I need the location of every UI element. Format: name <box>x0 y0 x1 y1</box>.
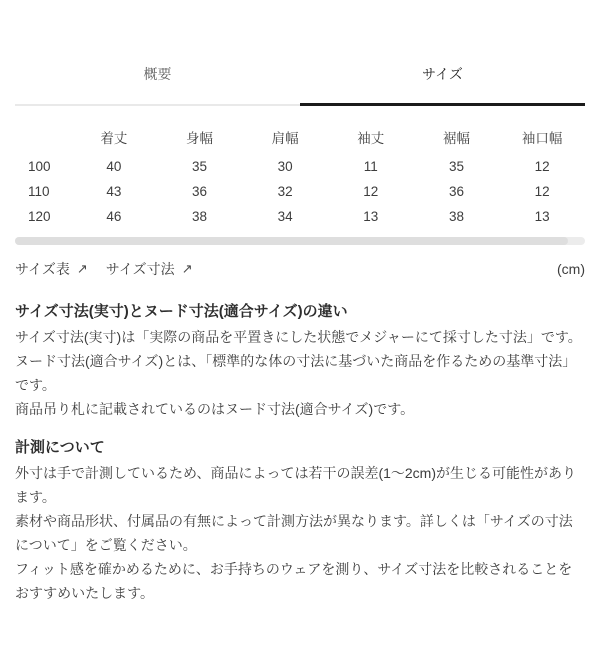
col-header-body-length: 着丈 <box>100 131 128 146</box>
cell: 36 <box>191 184 207 199</box>
cell: 38 <box>448 209 464 224</box>
cell: 40 <box>106 159 122 174</box>
tab-size[interactable] <box>300 64 585 106</box>
cell: 12 <box>534 159 550 174</box>
cell: 43 <box>106 184 122 199</box>
section-paragraph: サイズ寸法(実寸)は「実際の商品を平置きにした状態でメジャーにて採寸した寸法」です。 <box>15 329 582 345</box>
cell: 12 <box>363 184 379 199</box>
row-label: 110 <box>28 184 50 199</box>
size-chart-link[interactable] <box>15 259 88 279</box>
table-row-size-110 <box>15 179 585 204</box>
table-row-size-100 <box>15 154 585 179</box>
col-header-body-width: 身幅 <box>185 131 213 146</box>
cell: 46 <box>106 209 122 224</box>
size-info-panel <box>0 64 600 605</box>
tab-overview-label: 概要 <box>143 66 172 82</box>
col-header-cuff-width: 袖口幅 <box>521 131 563 146</box>
col-header-sleeve-length: 袖丈 <box>357 131 385 146</box>
table-horizontal-scrollbar[interactable] <box>15 237 585 245</box>
links-row <box>15 259 585 279</box>
section-size-vs-nude <box>15 301 585 421</box>
col-header-shoulder-width: 肩幅 <box>271 131 299 146</box>
section-paragraph: 外寸は手で計測しているため、商品によっては若干の誤差(1〜2cm)が生じる可能性があります。 <box>15 465 576 505</box>
col-header-size <box>15 127 71 154</box>
cell: 12 <box>534 184 550 199</box>
cell: 34 <box>277 209 293 224</box>
size-table-header-row <box>15 127 585 154</box>
section-paragraph: 素材や商品形状、付属品の有無によって計測方法が異なります。詳しくは「サイズの寸法について」をご覧ください。 <box>15 513 573 553</box>
section-paragraph: ヌード寸法(適合サイズ)とは、「標準的な体の寸法に基づいた商品を作るための基準寸法」です。 <box>15 353 577 393</box>
section-paragraph: 商品吊り札に記載されているのはヌード寸法(適合サイズ)です。 <box>15 401 415 417</box>
tab-overview[interactable] <box>15 64 300 106</box>
cell: 30 <box>277 159 293 174</box>
size-chart-link-label: サイズ表 <box>15 261 70 277</box>
unit-label: (cm) <box>557 261 585 277</box>
tab-bar <box>15 64 585 106</box>
size-measurement-link-label: サイズ寸法 <box>105 261 175 277</box>
section-about-measurement <box>15 437 585 605</box>
cell: 35 <box>448 159 464 174</box>
cell: 32 <box>277 184 293 199</box>
col-header-hem-width: 裾幅 <box>442 131 470 146</box>
tab-size-label: サイズ <box>422 66 463 82</box>
external-link-icon: ↗ <box>181 261 193 276</box>
section-heading: 計測について <box>15 439 105 456</box>
section-heading: サイズ寸法(実寸)とヌード寸法(適合サイズ)の違い <box>15 303 348 320</box>
scrollbar-thumb[interactable] <box>15 237 568 245</box>
size-table <box>15 127 585 229</box>
cell: 35 <box>191 159 207 174</box>
cell: 13 <box>363 209 379 224</box>
cell: 11 <box>363 159 378 174</box>
section-paragraph: フィット感を確かめるために、お手持ちのウェアを測り、サイズ寸法を比較されることをおすすめいたします。 <box>15 561 573 601</box>
row-label: 100 <box>28 159 51 174</box>
cell: 13 <box>534 209 550 224</box>
size-measurement-link[interactable] <box>106 259 193 279</box>
external-link-icon: ↗ <box>76 261 88 276</box>
cell: 36 <box>448 184 464 199</box>
table-row-size-120 <box>15 204 585 229</box>
row-label: 120 <box>28 209 51 224</box>
cell: 38 <box>191 209 207 224</box>
